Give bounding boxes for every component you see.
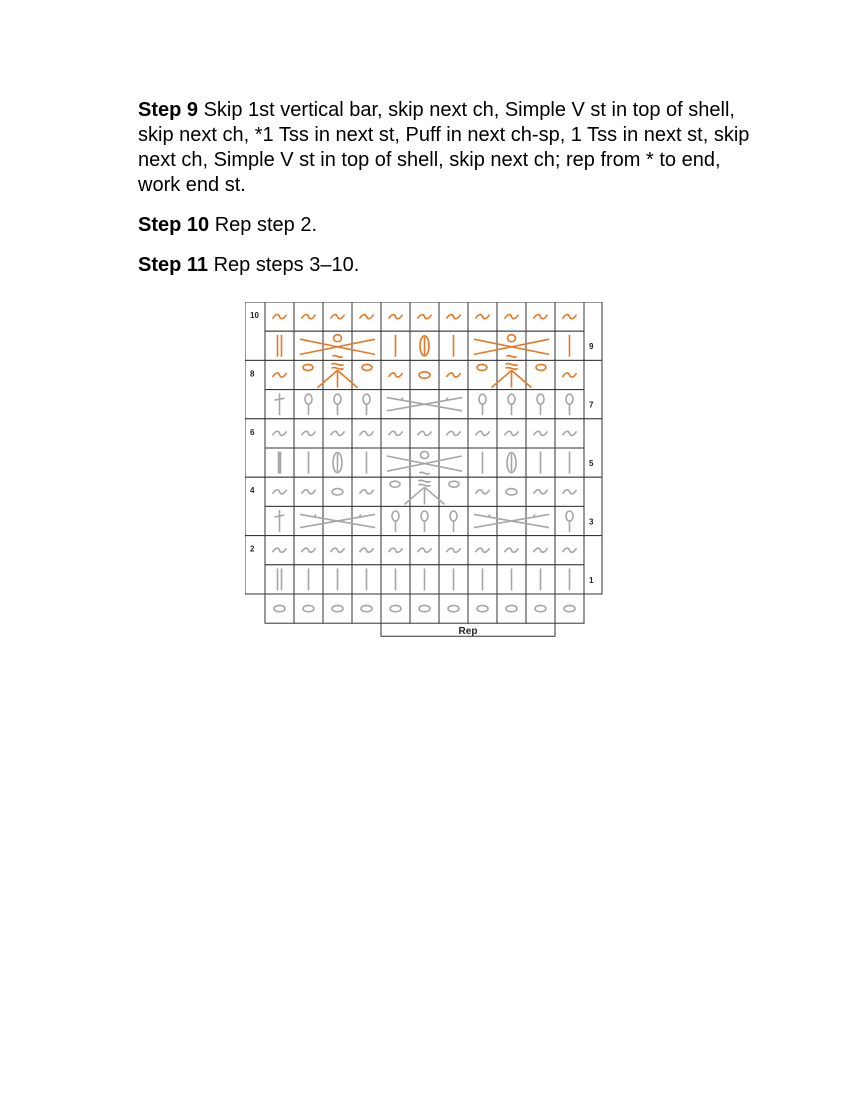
grid-cell	[265, 594, 294, 623]
grid-cell	[265, 331, 294, 360]
grid-cell	[323, 594, 352, 623]
row-number-right: 3	[589, 517, 594, 527]
step-text: Skip 1st vertical bar, skip next ch, Simple V st in top of shell, skip next ch, *1 Tss in next st, Puff in next ch-sp, 1 Tss in next st, skip next ch, Simple V st in top of shell, skip next ch; rep from * to end, work end st.	[138, 99, 750, 196]
row-number-right: 1	[589, 575, 594, 585]
grid-cell	[439, 390, 468, 419]
row-number-right: 5	[589, 459, 594, 468]
row-number-box-right	[584, 477, 602, 535]
row-number-box-left	[245, 477, 265, 535]
grid-cell	[410, 360, 439, 389]
step-10	[138, 213, 758, 238]
instructions	[138, 98, 758, 293]
row-number-box-right	[584, 302, 602, 360]
grid-cell	[555, 594, 584, 623]
crochet-stitch-diagram	[245, 302, 605, 644]
grid-cell	[468, 331, 497, 360]
grid-cell	[526, 506, 555, 535]
grid-cell	[526, 594, 555, 623]
grid-cell	[294, 506, 323, 535]
row-number-box-right	[584, 536, 602, 594]
row-number-box-right	[584, 419, 602, 477]
grid-cell	[439, 448, 468, 477]
grid-cell	[497, 594, 526, 623]
step-label: Step 11	[138, 254, 209, 276]
rep-label: Rep	[458, 626, 478, 638]
grid-cell	[352, 506, 381, 535]
grid-cell	[323, 477, 352, 506]
row-number-left: 6	[250, 427, 255, 437]
grid-cell	[381, 448, 410, 477]
grid-cell	[439, 594, 468, 623]
row-number-box-left	[245, 360, 265, 418]
row-number-left: 2	[250, 544, 255, 554]
row-number-right: 9	[589, 342, 594, 352]
step-label: Step 10	[138, 214, 210, 236]
step-9	[138, 98, 758, 198]
grid-cell	[294, 331, 323, 360]
row-number-box-right	[584, 360, 602, 418]
row-number-box-left	[245, 419, 265, 477]
grid-cell	[294, 594, 323, 623]
grid-cell	[381, 390, 410, 419]
row-number-left: 10	[250, 311, 259, 320]
grid-cell	[526, 331, 555, 360]
step-text: Rep steps 3–10.	[213, 254, 360, 276]
row-number-right: 7	[589, 400, 594, 410]
grid-cell	[410, 594, 439, 623]
step-text: Rep step 2.	[214, 214, 318, 236]
step-11	[138, 253, 758, 278]
grid-cell	[352, 594, 381, 623]
row-number-left: 4	[250, 486, 255, 496]
grid-cell	[468, 594, 497, 623]
grid-cell	[497, 477, 526, 506]
grid-cell	[352, 331, 381, 360]
row-number-box-left	[245, 536, 265, 594]
grid-cell	[265, 565, 294, 594]
grid-cell	[381, 594, 410, 623]
grid-cell	[468, 506, 497, 535]
step-label: Step 9	[138, 99, 199, 121]
row-number-left: 8	[250, 369, 255, 379]
